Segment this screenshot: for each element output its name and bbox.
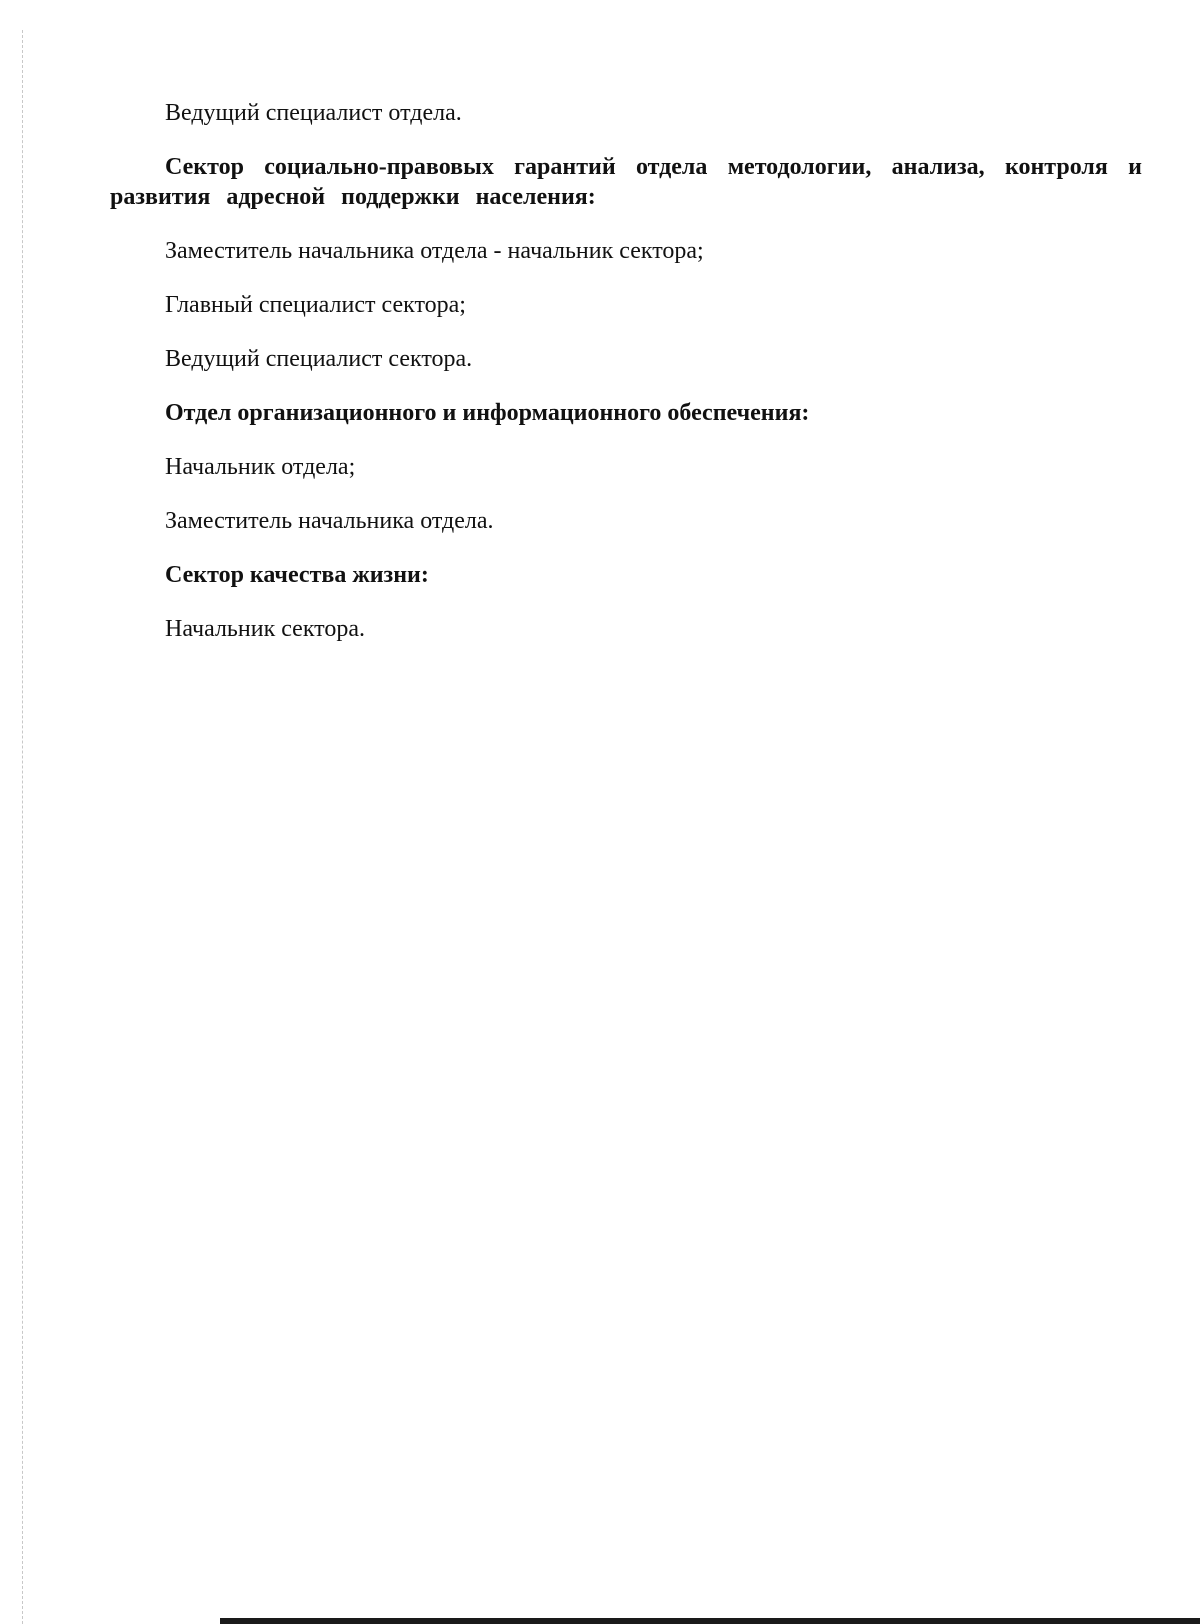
position-line: Заместитель начальника отдела.: [165, 508, 494, 534]
section-heading: Сектор социально-правовых гарантий отдела методологии, анализа, контроля и развития адресной поддержки населения:: [110, 154, 1142, 210]
scan-edge-artifact: [22, 30, 23, 1624]
position-line: Начальник сектора.: [165, 616, 365, 642]
position-line: Ведущий специалист отдела.: [165, 100, 462, 126]
section-heading: Отдел организационного и информационного обеспечения:: [165, 400, 810, 426]
position-line: Ведущий специалист сектора.: [165, 346, 473, 372]
section-heading: Сектор качества жизни:: [165, 562, 429, 588]
scan-edge-artifact: [220, 1618, 1200, 1624]
position-line: Заместитель начальника отдела - начальник сектора;: [165, 238, 704, 264]
document-body: [110, 98, 1142, 644]
position-line: Главный специалист сектора;: [165, 292, 466, 318]
position-line: Начальник отдела;: [165, 454, 356, 480]
